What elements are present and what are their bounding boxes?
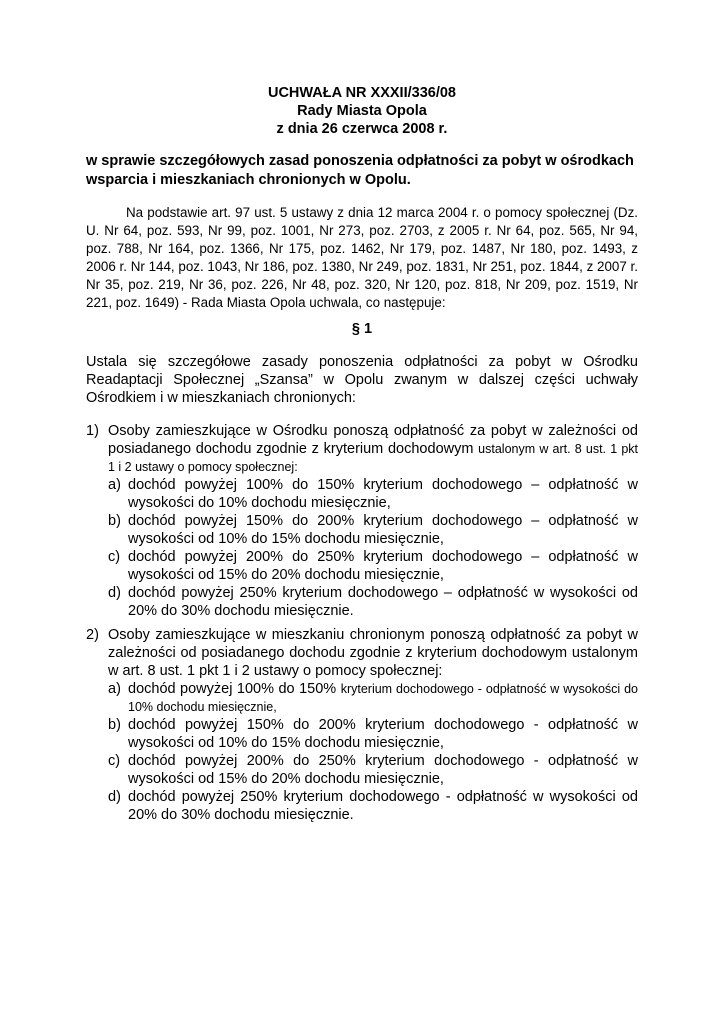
item-text-small: kryterium dochodowego - odpłatność w wysokości do 10% dochodu miesięcznie, [128,682,639,714]
list-item [108,476,638,512]
legal-basis-text: Na podstawie art. 97 ust. 5 ustawy z dnia 12 marca 2004 r. o pomocy społecznej (Dz. U. Nr 64, poz. 593, Nr 99, poz. 1001, Nr 273, poz. 2703, z 2005 r. Nr 64, poz. 565, Nr 94, poz. 788, Nr 164, poz. 1366, Nr 175, poz. 1462, Nr 179, poz. 1487, Nr 180, poz. 1493, z 2006 r. Nr 144, poz. 1043, Nr 186, poz. 1380, Nr 249, poz. 1831, Nr 251, poz. 1844, z 2007 r. Nr 35, poz. 219, Nr 36, poz. 226, Nr 48, poz. 320, Nr 120, poz. 818, Nr 209, poz. 1519, Nr 221, poz. 1649) - Rada Miasta Opola uchwala, co następuje: [86,205,638,310]
list-item [108,716,638,752]
item-letter: c) [108,549,121,565]
legal-basis [86,204,638,312]
item-text: dochód powyżej 250% kryterium dochodowego - odpłatność w wysokości od 20% do 30% dochodu miesięcznie. [128,789,638,823]
section-1-lead-text: Osoby zamieszkujące w Ośrodku ponoszą odpłatność za pobyt w zależności od posiadanego dochodu zgodnie z kryterium dochodowym [108,423,638,457]
section-1-lead-small: ustalonym w art. 8 ust. 1 pkt 1 i 2 ustawy o pomocy społecznej: [108,442,639,474]
section-2-items [86,680,638,824]
section-1 [86,422,638,620]
section-1-lead [108,422,638,476]
item-letter: d) [108,585,121,601]
item-text: dochód powyżej 150% do 200% kryterium dochodowego – odpłatność w wysokości od 10% do 15% dochodu miesięcznie, [128,513,638,547]
item-letter: a) [108,681,121,697]
item-text: dochód powyżej 250% kryterium dochodowego – odpłatność w wysokości od 20% do 30% dochodu miesięcznie. [128,585,638,619]
section-2-number: 2) [86,627,99,643]
section-2 [86,626,638,824]
list-item [108,680,639,716]
intro-text: Ustala się szczegółowe zasady ponoszenia odpłatności za pobyt w Ośrodku Readaptacji Społecznej „Szansa” w Opolu zwanym w dalszej części uchwały Ośrodkiem i w mieszkaniach chronionych: [86,354,638,406]
section-1-number: 1) [86,423,99,439]
section-1-items [86,476,638,620]
resolution-subject: w sprawie szczegółowych zasad ponoszenia odpłatności za pobyt w ośrodkach wsparcia i mieszkaniach chronionych w Opolu. [86,153,634,188]
item-text: dochód powyżej 200% do 250% kryterium dochodowego - odpłatność w wysokości od 15% do 20% dochodu miesięcznie, [128,753,638,787]
item-text: dochód powyżej 100% do 150% kryterium dochodowego – odpłatność w wysokości do 10% dochodu miesięcznie, [128,477,638,511]
list-item [108,788,638,824]
paragraph-mark: § 1 [351,321,373,337]
item-letter: a) [108,477,121,493]
list-item [108,752,638,788]
resolution-date: z dnia 26 czerwca 2008 r. [276,121,448,137]
item-letter: b) [108,717,121,733]
resolution-header [0,84,724,138]
council-name: Rady Miasta Opola [297,103,427,119]
list-item [108,584,638,620]
item-text: dochód powyżej 200% do 250% kryterium dochodowego – odpłatność w wysokości od 15% do 20% dochodu miesięcznie, [128,549,638,583]
list-item [108,512,638,548]
item-letter: c) [108,753,121,769]
item-letter: b) [108,513,121,529]
resolution-number: UCHWAŁA NR XXXII/336/08 [267,85,456,101]
section-2-lead: Osoby zamieszkujące w mieszkaniu chronionym ponoszą odpłatność za pobyt w zależności od posiadanego dochodu zgodnie z kryterium dochodowym ustalonym w art. 8 ust. 1 pkt 1 i 2 ustawy o pomocy społecznej: [108,627,638,679]
item-text: dochód powyżej 100% do 150% [128,681,337,697]
item-letter: d) [108,789,121,805]
list-item [108,548,638,584]
item-text: dochód powyżej 150% do 200% kryterium dochodowego - odpłatność w wysokości od 10% do 15% dochodu miesięcznie, [128,717,638,751]
